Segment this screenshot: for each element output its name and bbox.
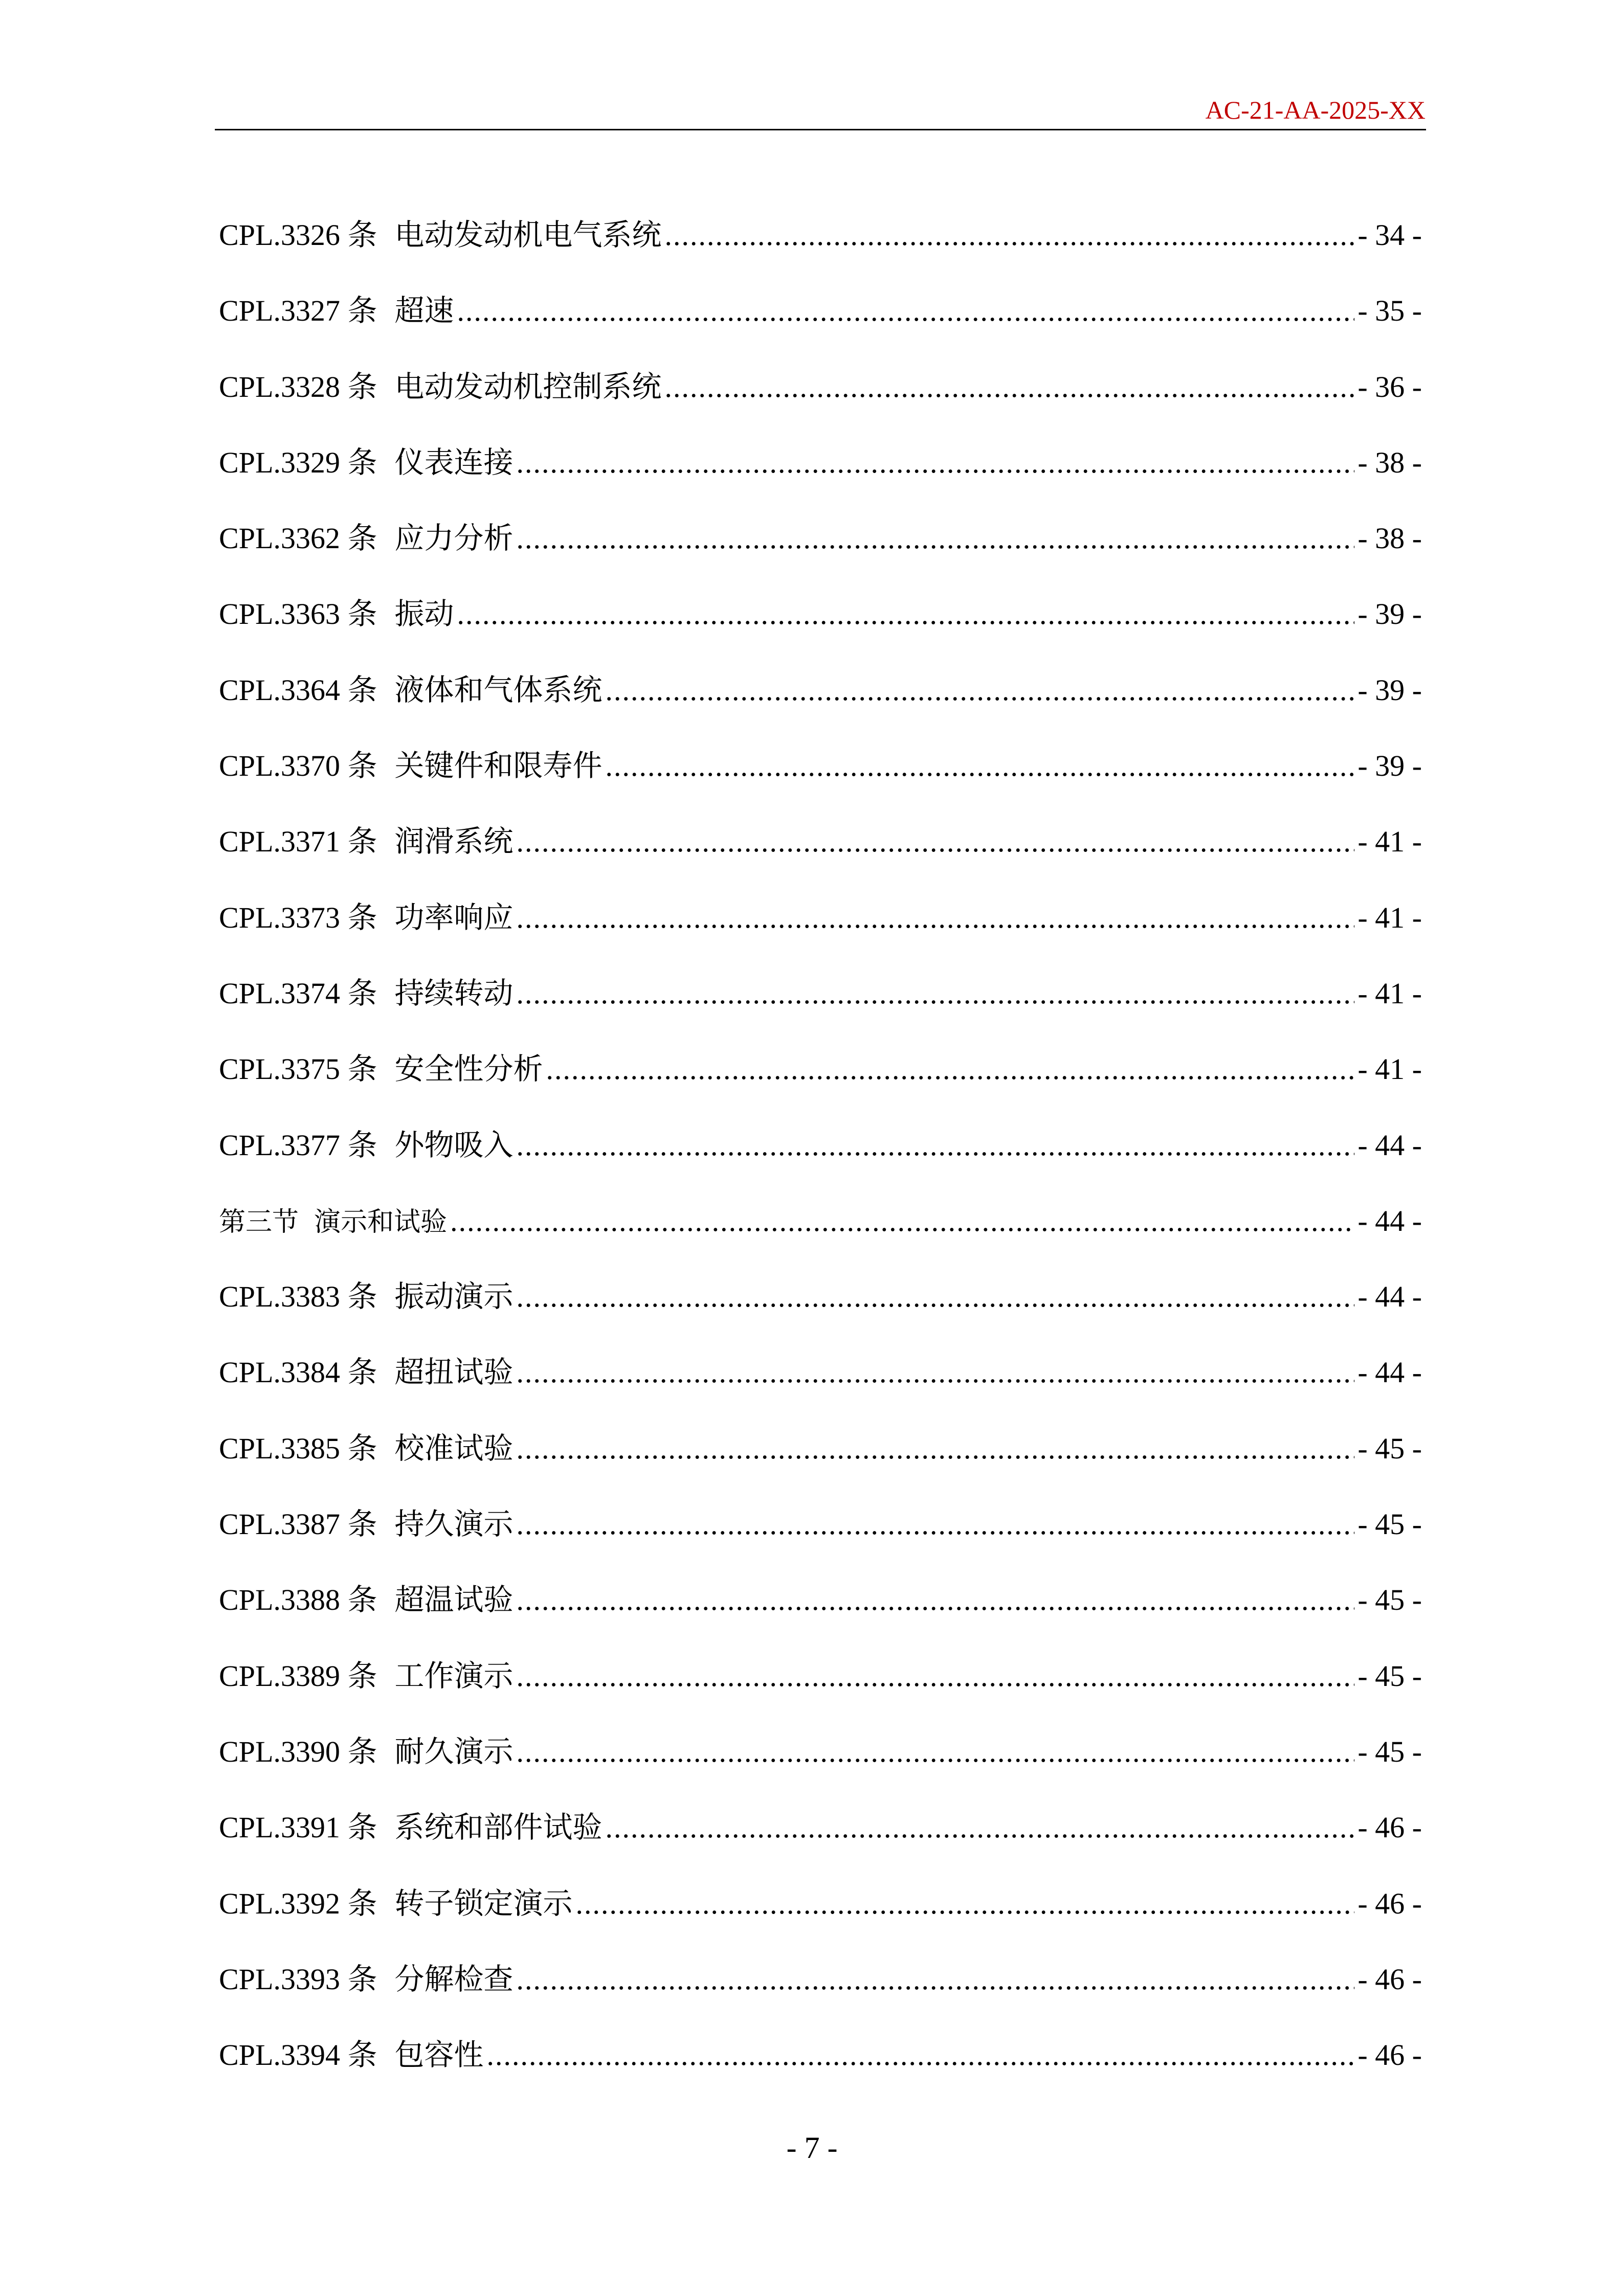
- toc-entry-page: - 41 -: [1358, 1052, 1422, 1086]
- toc-entry-page: - 45 -: [1358, 1431, 1422, 1465]
- toc-entry-code: CPL.3370 条: [219, 749, 377, 783]
- toc-entry-code: CPL.3327 条: [219, 294, 377, 328]
- toc-entry-page: - 44 -: [1358, 1280, 1422, 1314]
- toc-entry[interactable]: [219, 1044, 1422, 1119]
- toc-entry[interactable]: [219, 1954, 1422, 2030]
- toc-entry[interactable]: [219, 1120, 1422, 1196]
- toc-entry-page: - 46 -: [1358, 1811, 1422, 1844]
- toc-entry-code: CPL.3383 条: [219, 1280, 377, 1314]
- toc-entry-code: CPL.3364 条: [219, 673, 377, 707]
- toc-entry[interactable]: [219, 892, 1422, 968]
- toc-entry-title: 外物吸入: [394, 1128, 514, 1162]
- toc-dot-leader: [516, 1347, 1354, 1398]
- toc-entry-page: - 41 -: [1358, 901, 1422, 934]
- toc-entry-code: CPL.3392 条: [219, 1886, 377, 1920]
- toc-entry-page: - 41 -: [1358, 825, 1422, 859]
- toc-entry[interactable]: [219, 589, 1422, 664]
- toc-dot-leader: [605, 740, 1354, 792]
- toc-entry[interactable]: [219, 513, 1422, 589]
- toc-section-entry[interactable]: [219, 1196, 1422, 1271]
- toc-entry[interactable]: [219, 968, 1422, 1044]
- toc-entry[interactable]: [219, 1423, 1422, 1499]
- toc-entry-title: 安全性分析: [394, 1052, 543, 1086]
- toc-entry-page: - 44 -: [1358, 1204, 1422, 1237]
- toc-entry-page: - 45 -: [1358, 1735, 1422, 1768]
- toc-entry-title: 超扭试验: [394, 1356, 514, 1389]
- toc-entry-page: - 36 -: [1358, 370, 1422, 403]
- toc-entry-title: 电动发动机控制系统: [394, 370, 662, 403]
- toc-entry-title: 电动发动机电气系统: [394, 218, 662, 252]
- toc-entry-code: CPL.3389 条: [219, 1659, 377, 1693]
- toc-dot-leader: [516, 513, 1354, 564]
- toc-entry-title: 液体和气体系统: [394, 673, 603, 707]
- toc-entry-title: 耐久演示: [394, 1735, 514, 1768]
- toc-entry-page: - 45 -: [1358, 1659, 1422, 1693]
- toc-entry-title: 持续转动: [394, 976, 514, 1010]
- header-rule: [215, 129, 1426, 130]
- toc-entry[interactable]: [219, 285, 1422, 361]
- toc-entry-code: CPL.3375 条: [219, 1052, 377, 1086]
- toc-entry[interactable]: [219, 1878, 1422, 1954]
- toc-entry-code: CPL.3363 条: [219, 597, 377, 631]
- toc-entry-code: CPL.3391 条: [219, 1811, 377, 1844]
- toc-entry-title: 仪表连接: [394, 445, 514, 479]
- toc-dot-leader: [516, 1120, 1354, 1171]
- toc-dot-leader: [664, 210, 1354, 261]
- page-number: - 7 -: [786, 2131, 838, 2165]
- toc-entry-page: - 38 -: [1358, 522, 1422, 555]
- toc-entry-page: - 39 -: [1358, 673, 1422, 707]
- toc-dot-leader: [516, 1574, 1354, 1626]
- toc-entry-code: CPL.3394 条: [219, 2038, 377, 2072]
- toc-dot-leader: [516, 437, 1354, 488]
- toc-dot-leader: [450, 1196, 1354, 1247]
- toc-entry-code: CPL.3384 条: [219, 1356, 377, 1389]
- toc-dot-leader: [516, 968, 1354, 1019]
- toc-entry-title: 转子锁定演示: [394, 1886, 573, 1920]
- toc-entry-page: - 34 -: [1358, 218, 1422, 252]
- toc-dot-leader: [516, 1423, 1354, 1474]
- toc-entry[interactable]: [219, 740, 1422, 816]
- toc-entry-page: - 46 -: [1358, 2038, 1422, 2072]
- toc-entry-title: 分解检查: [394, 1962, 514, 1996]
- toc-entry-code: CPL.3377 条: [219, 1128, 377, 1162]
- toc-entry[interactable]: [219, 665, 1422, 740]
- toc-entry-title: 工作演示: [394, 1659, 514, 1693]
- toc-entry-code: CPL.3328 条: [219, 370, 377, 403]
- toc-entry-code: CPL.3329 条: [219, 445, 377, 479]
- toc-entry-page: - 45 -: [1358, 1583, 1422, 1617]
- toc-dot-leader: [605, 1802, 1354, 1853]
- toc-dot-leader: [516, 1271, 1354, 1322]
- toc-entry-page: - 38 -: [1358, 445, 1422, 479]
- toc-dot-leader: [546, 1044, 1354, 1095]
- toc-entry-code: CPL.3326 条: [219, 218, 377, 252]
- toc-entry-code: CPL.3393 条: [219, 1962, 377, 1996]
- toc-entry[interactable]: [219, 437, 1422, 513]
- toc-dot-leader: [575, 1878, 1354, 1929]
- toc-entry-page: - 46 -: [1358, 1962, 1422, 1996]
- toc-entry-title: 持久演示: [394, 1507, 514, 1541]
- toc-entry-code: CPL.3390 条: [219, 1735, 377, 1768]
- toc-dot-leader: [664, 362, 1354, 413]
- toc-entry[interactable]: [219, 1499, 1422, 1574]
- toc-dot-leader: [516, 1726, 1354, 1777]
- toc-dot-leader: [457, 589, 1354, 640]
- table-of-contents: [219, 210, 1422, 2105]
- toc-dot-leader: [605, 665, 1354, 716]
- document-code: AC-21-AA-2025-XX: [1205, 96, 1426, 124]
- toc-entry-code: CPL.3385 条: [219, 1431, 377, 1465]
- toc-entry[interactable]: [219, 2030, 1422, 2105]
- toc-dot-leader: [457, 285, 1354, 336]
- toc-entry[interactable]: [219, 816, 1422, 892]
- toc-dot-leader: [516, 892, 1354, 943]
- toc-entry-title: 校准试验: [394, 1431, 514, 1465]
- toc-entry-code: CPL.3387 条: [219, 1507, 377, 1541]
- toc-dot-leader: [516, 816, 1354, 867]
- toc-entry-page: - 44 -: [1358, 1128, 1422, 1162]
- toc-entry-page: - 44 -: [1358, 1356, 1422, 1389]
- toc-entry[interactable]: [219, 1726, 1422, 1802]
- toc-entry-page: - 45 -: [1358, 1507, 1422, 1541]
- toc-entry-title: 功率响应: [394, 901, 514, 934]
- toc-entry-title: 振动: [394, 597, 454, 631]
- toc-dot-leader: [516, 1651, 1354, 1702]
- toc-entry-code: CPL.3374 条: [219, 976, 377, 1010]
- toc-dot-leader: [516, 1499, 1354, 1550]
- toc-section-number: 第三节: [219, 1206, 299, 1237]
- toc-entry[interactable]: [219, 1347, 1422, 1423]
- toc-entry-code: CPL.3371 条: [219, 825, 377, 859]
- toc-entry-title: 应力分析: [394, 522, 514, 555]
- toc-entry-code: CPL.3373 条: [219, 901, 377, 934]
- toc-entry-title: 润滑系统: [394, 825, 514, 859]
- toc-entry[interactable]: [219, 1574, 1422, 1650]
- toc-entry[interactable]: [219, 210, 1422, 285]
- toc-entry[interactable]: [219, 1271, 1422, 1347]
- toc-entry-title: 关键件和限寿件: [394, 749, 603, 783]
- toc-section-title: 演示和试验: [314, 1206, 448, 1237]
- toc-entry-title: 超速: [394, 294, 454, 328]
- toc-entry-title: 振动演示: [394, 1280, 514, 1314]
- toc-entry-title: 系统和部件试验: [394, 1811, 603, 1844]
- toc-entry-code: CPL.3362 条: [219, 522, 377, 555]
- toc-dot-leader: [516, 1954, 1354, 2005]
- toc-entry[interactable]: [219, 1651, 1422, 1726]
- toc-entry-page: - 39 -: [1358, 597, 1422, 631]
- toc-entry-code: CPL.3388 条: [219, 1583, 377, 1617]
- toc-dot-leader: [486, 2030, 1354, 2081]
- toc-entry-title: 超温试验: [394, 1583, 514, 1617]
- toc-entry-page: - 46 -: [1358, 1886, 1422, 1920]
- toc-entry-page: - 35 -: [1358, 294, 1422, 328]
- toc-entry[interactable]: [219, 362, 1422, 437]
- toc-entry-title: 包容性: [394, 2038, 484, 2072]
- toc-entry[interactable]: [219, 1802, 1422, 1878]
- toc-entry-page: - 39 -: [1358, 749, 1422, 783]
- toc-entry-page: - 41 -: [1358, 976, 1422, 1010]
